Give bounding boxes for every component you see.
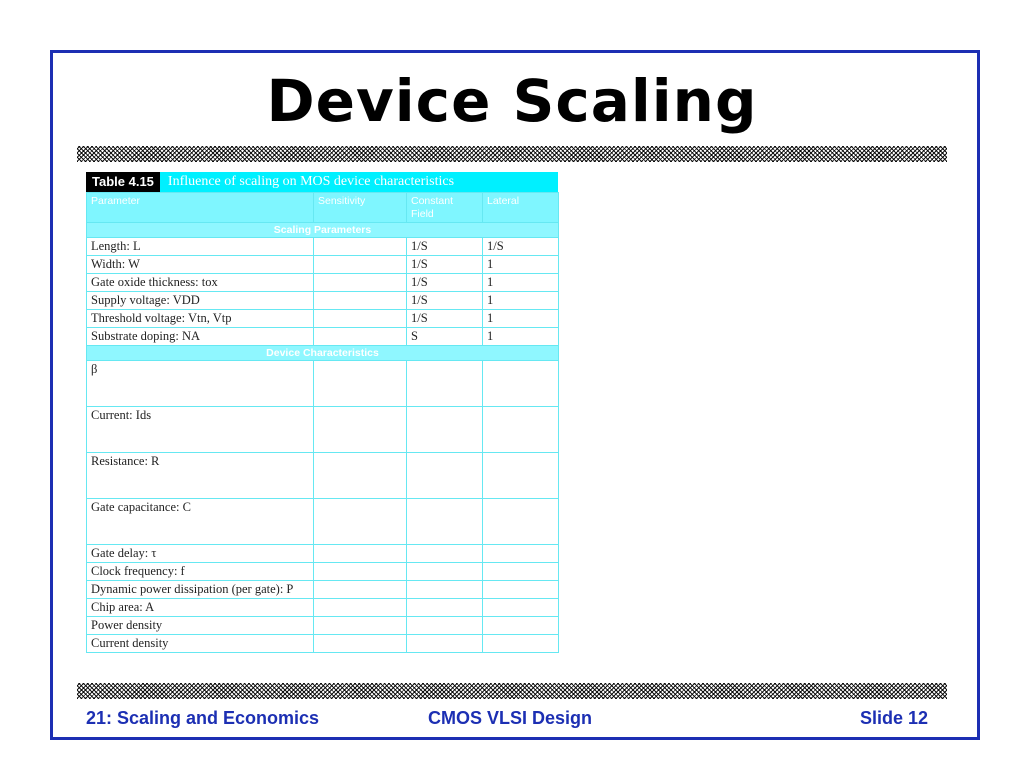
scaling-table-container [86, 172, 558, 653]
cell-lateral [483, 635, 559, 653]
cell-parameter: Substrate doping: NA [87, 328, 314, 346]
cell-lateral: 1 [483, 256, 559, 274]
table-row [87, 499, 559, 545]
cell-constant-field: 1/S [407, 310, 483, 328]
cell-constant-field: 1/S [407, 256, 483, 274]
cell-sensitivity [314, 361, 407, 407]
cell-lateral: 1 [483, 310, 559, 328]
cell-lateral: 1 [483, 274, 559, 292]
table-row [87, 617, 559, 635]
cell-constant-field: 1/S [407, 238, 483, 256]
cell-parameter: Gate capacitance: C [87, 499, 314, 545]
cell-parameter: Length: L [87, 238, 314, 256]
table-row [87, 256, 559, 274]
table-caption: Influence of scaling on MOS device characteristics [167, 174, 455, 189]
cell-sensitivity [314, 407, 407, 453]
cell-lateral [483, 599, 559, 617]
table-number: Table 4.15 [86, 172, 160, 192]
table-row [87, 292, 559, 310]
header-sensitivity: Sensitivity [314, 193, 407, 223]
table-row [87, 274, 559, 292]
cell-parameter: Current density [87, 635, 314, 653]
cell-parameter: Resistance: R [87, 453, 314, 499]
cell-constant-field: 1/S [407, 292, 483, 310]
cell-constant-field [407, 361, 483, 407]
cell-sensitivity [314, 310, 407, 328]
cell-sensitivity [314, 256, 407, 274]
cell-lateral: 1 [483, 292, 559, 310]
table-row [87, 310, 559, 328]
table-row [87, 635, 559, 653]
cell-sensitivity [314, 292, 407, 310]
bottom-hatch-divider [77, 683, 947, 699]
section-label: Scaling Parameters [87, 223, 559, 238]
cell-constant-field [407, 453, 483, 499]
cell-sensitivity [314, 274, 407, 292]
cell-parameter: Chip area: A [87, 599, 314, 617]
cell-parameter: Gate oxide thickness: tox [87, 274, 314, 292]
table-row [87, 563, 559, 581]
cell-lateral [483, 453, 559, 499]
table-row [87, 238, 559, 256]
cell-lateral: 1/S [483, 238, 559, 256]
cell-constant-field [407, 499, 483, 545]
cell-constant-field [407, 581, 483, 599]
cell-constant-field [407, 563, 483, 581]
top-hatch-divider [77, 146, 947, 162]
cell-sensitivity [314, 581, 407, 599]
cell-parameter: β [87, 361, 314, 407]
cell-lateral [483, 617, 559, 635]
cell-parameter: Clock frequency: f [87, 563, 314, 581]
cell-lateral [483, 581, 559, 599]
cell-parameter: Width: W [87, 256, 314, 274]
cell-constant-field: 1/S [407, 274, 483, 292]
scaling-table [86, 192, 559, 653]
header-parameter: Parameter [87, 193, 314, 223]
cell-parameter: Current: Ids [87, 407, 314, 453]
table-row [87, 361, 559, 407]
cell-lateral: 1 [483, 328, 559, 346]
cell-constant-field [407, 545, 483, 563]
table-caption-bar [86, 172, 558, 192]
cell-constant-field [407, 599, 483, 617]
table-row [87, 328, 559, 346]
cell-parameter: Power density [87, 617, 314, 635]
cell-parameter: Threshold voltage: Vtn, Vtp [87, 310, 314, 328]
header-constant-field: Constant Field [407, 193, 483, 223]
cell-constant-field [407, 635, 483, 653]
cell-parameter: Supply voltage: VDD [87, 292, 314, 310]
section-row-device-characteristics [87, 346, 559, 361]
cell-sensitivity [314, 453, 407, 499]
cell-sensitivity [314, 599, 407, 617]
cell-sensitivity [314, 545, 407, 563]
cell-lateral [483, 545, 559, 563]
table-row [87, 545, 559, 563]
cell-lateral [483, 563, 559, 581]
cell-constant-field [407, 617, 483, 635]
cell-sensitivity [314, 617, 407, 635]
slide-title: Device Scaling [266, 67, 758, 135]
header-lateral: Lateral [483, 193, 559, 223]
cell-lateral [483, 499, 559, 545]
cell-sensitivity [314, 563, 407, 581]
cell-sensitivity [314, 635, 407, 653]
table-header-row [87, 193, 559, 223]
footer-slide-number: Slide 12 [860, 708, 929, 728]
cell-constant-field [407, 407, 483, 453]
table-row [87, 453, 559, 499]
footer-course-section: 21: Scaling and Economics [86, 708, 320, 728]
cell-parameter: Gate delay: τ [87, 545, 314, 563]
cell-constant-field: S [407, 328, 483, 346]
table-row [87, 581, 559, 599]
cell-parameter: Dynamic power dissipation (per gate): P [87, 581, 314, 599]
cell-lateral [483, 407, 559, 453]
cell-sensitivity [314, 328, 407, 346]
footer-course-title: CMOS VLSI Design [428, 708, 593, 728]
table-row [87, 407, 559, 453]
section-label: Device Characteristics [87, 346, 559, 361]
cell-sensitivity [314, 499, 407, 545]
cell-sensitivity [314, 238, 407, 256]
cell-lateral [483, 361, 559, 407]
section-row-scaling-parameters [87, 223, 559, 238]
table-row [87, 599, 559, 617]
